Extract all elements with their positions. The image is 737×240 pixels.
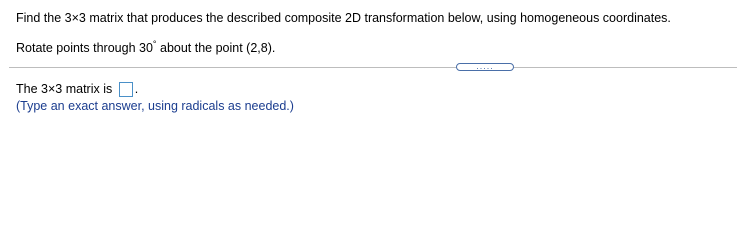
degree-symbol: °: [152, 38, 157, 49]
matrix-answer-input[interactable]: [119, 82, 133, 97]
answer-prefix-b: 3 matrix is: [55, 82, 116, 96]
answer-hint: (Type an exact answer, using radicals as needed.): [16, 99, 294, 113]
answer-prefix-a: The 3: [16, 82, 48, 96]
transformation-description: [16, 40, 275, 56]
times-symbol: ×: [71, 11, 79, 25]
more-dots: .....: [476, 60, 494, 71]
section-divider: [9, 67, 737, 68]
answer-times-symbol: ×: [47, 82, 56, 96]
transform-suffix: about the point (2,8).: [156, 41, 276, 55]
show-more-button[interactable]: [456, 60, 514, 71]
answer-period: .: [134, 82, 139, 96]
answer-line: [16, 81, 138, 97]
instruction-suffix: 3 matrix that produces the described composite 2D transformation below, using homogeneous coordinates.: [78, 11, 671, 25]
instruction-prefix: Find the 3: [16, 11, 72, 25]
transform-prefix: Rotate points through 30: [16, 41, 153, 55]
question-instruction: [16, 10, 671, 26]
